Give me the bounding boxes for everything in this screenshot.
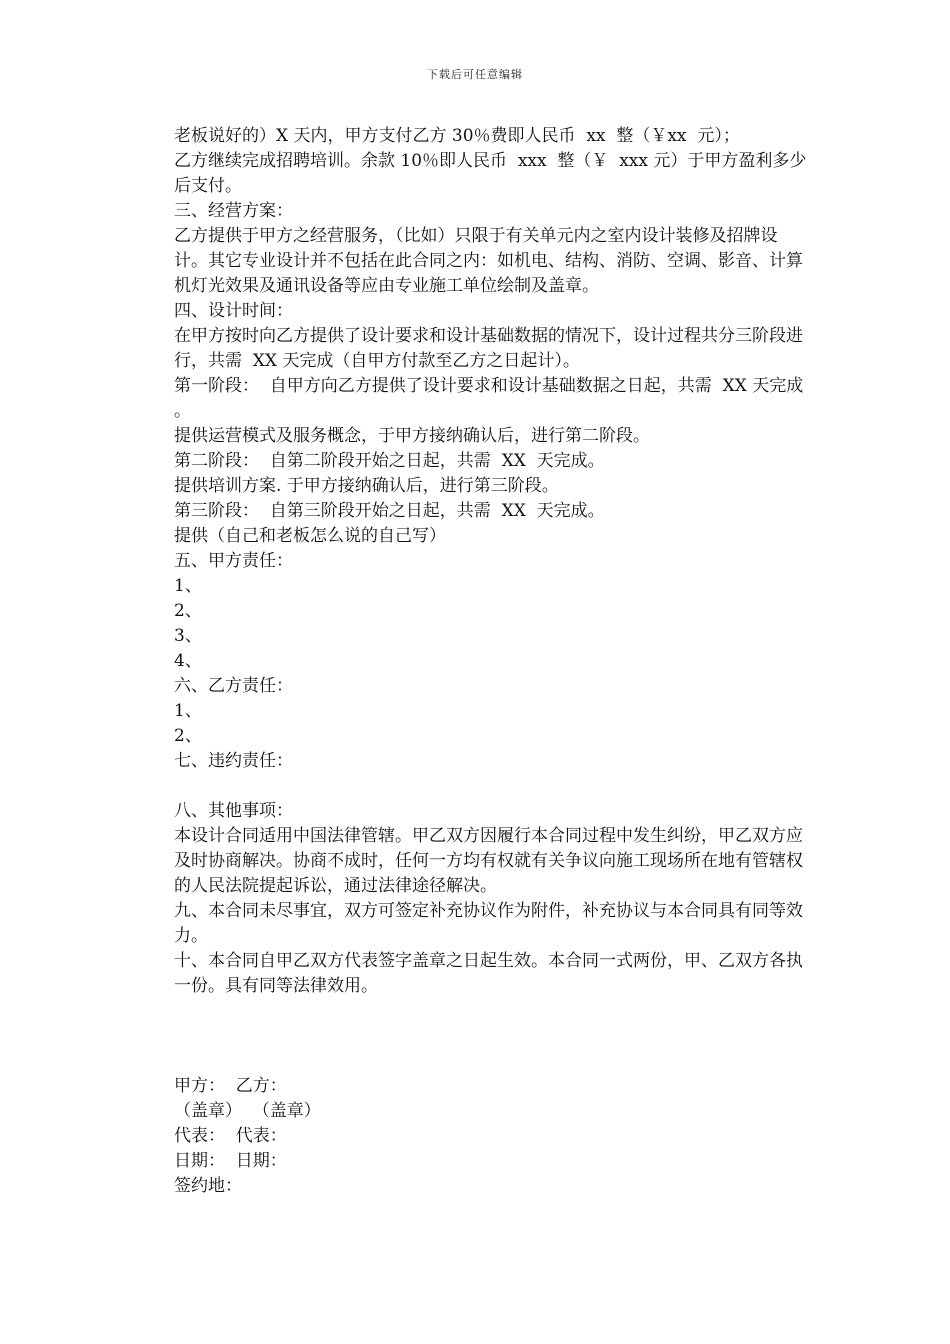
section-6-item: 1、 xyxy=(174,701,202,721)
section-8-content: 本设计合同适用中国法律管辖。甲乙双方因履行本合同过程中发生纠纷，甲乙双方应及时协商解决。协商不成时，任何一方均有权就有关争议向施工现场所在地有管辖权的人民法院提起诉讼，通过法律途径解决。 xyxy=(174,826,803,896)
stage-3-note: 提供（自己和老板怎么说的自己写） xyxy=(174,526,446,546)
section-4-title: 四、设计时间： xyxy=(174,301,293,321)
stage-3: 第三阶段： 自第三阶段开始之日起，共需 XX 天完成。 xyxy=(174,501,605,521)
stage-1: 第一阶段： 自甲方向乙方提供了设计要求和设计基础数据之日起，共需 XX 天完成 。 xyxy=(174,376,815,421)
section-3-title: 三、经营方案： xyxy=(174,201,293,221)
signature-dates: 日期： 日期： xyxy=(174,1151,287,1171)
contract-body xyxy=(174,124,815,1199)
signature-representatives: 代表： 代表： xyxy=(174,1126,287,1146)
section-5-item: 1、 xyxy=(174,576,202,596)
section-7-title: 七、违约责任： xyxy=(174,751,293,771)
blank-line xyxy=(174,774,810,799)
payment-tail-line-2: 乙方继续完成招聘培训。余款 10％即人民币 xxx 整（￥ xxx 元）于甲方盈利多少后支付。 xyxy=(174,151,807,196)
stage-1-note: 提供运营模式及服务概念，于甲方接纳确认后，进行第二阶段。 xyxy=(174,426,650,446)
page-header-note: 下载后可任意编辑 xyxy=(427,68,523,81)
stage-2: 第二阶段： 自第二阶段开始之日起，共需 XX 天完成。 xyxy=(174,451,605,471)
section-5-item: 3、 xyxy=(174,626,202,646)
signature-seals: （盖章） （盖章） xyxy=(174,1101,321,1121)
payment-tail-line-1: 老板说好的）X 天内，甲方支付乙方 30％费即人民币 xx 整（￥xx 元）； xyxy=(174,126,740,146)
section-5-title: 五、甲方责任： xyxy=(174,551,293,571)
section-4-intro: 在甲方按时向乙方提供了设计要求和设计基础数据的情况下，设计过程共分三阶段进行，共需 XX 天完成（自甲方付款至乙方之日起计）。 xyxy=(174,326,803,371)
section-5-item: 4、 xyxy=(174,651,202,671)
signature-parties: 甲方： 乙方： xyxy=(174,1076,287,1096)
blank-line xyxy=(174,1049,810,1074)
blank-lines xyxy=(174,999,810,1049)
stage-2-note: 提供培训方案. 于甲方接纳确认后，进行第三阶段。 xyxy=(174,476,559,496)
section-8-title: 八、其他事项： xyxy=(174,801,293,821)
signature-place: 签约地： xyxy=(174,1176,242,1196)
section-5-item: 2、 xyxy=(174,601,202,621)
section-3-content: 乙方提供于甲方之经营服务，（比如）只限于有关单元内之室内设计装修及招牌设计。其它专业设计并不包括在此合同之内：如机电、结构、消防、空调、影音、计算机灯光效果及通讯设备等应由专业施工单位绘制及盖章。 xyxy=(174,226,803,296)
section-6-item: 2、 xyxy=(174,726,202,746)
section-10-content: 十、本合同自甲乙双方代表签字盖章之日起生效。本合同一式两份，甲、乙双方各执一份。具有同等法律效用。 xyxy=(174,951,803,996)
section-9-content: 九、本合同未尽事宜，双方可签定补充协议作为附件，补充协议与本合同具有同等效力。 xyxy=(174,901,803,946)
section-6-title: 六、乙方责任： xyxy=(174,676,293,696)
